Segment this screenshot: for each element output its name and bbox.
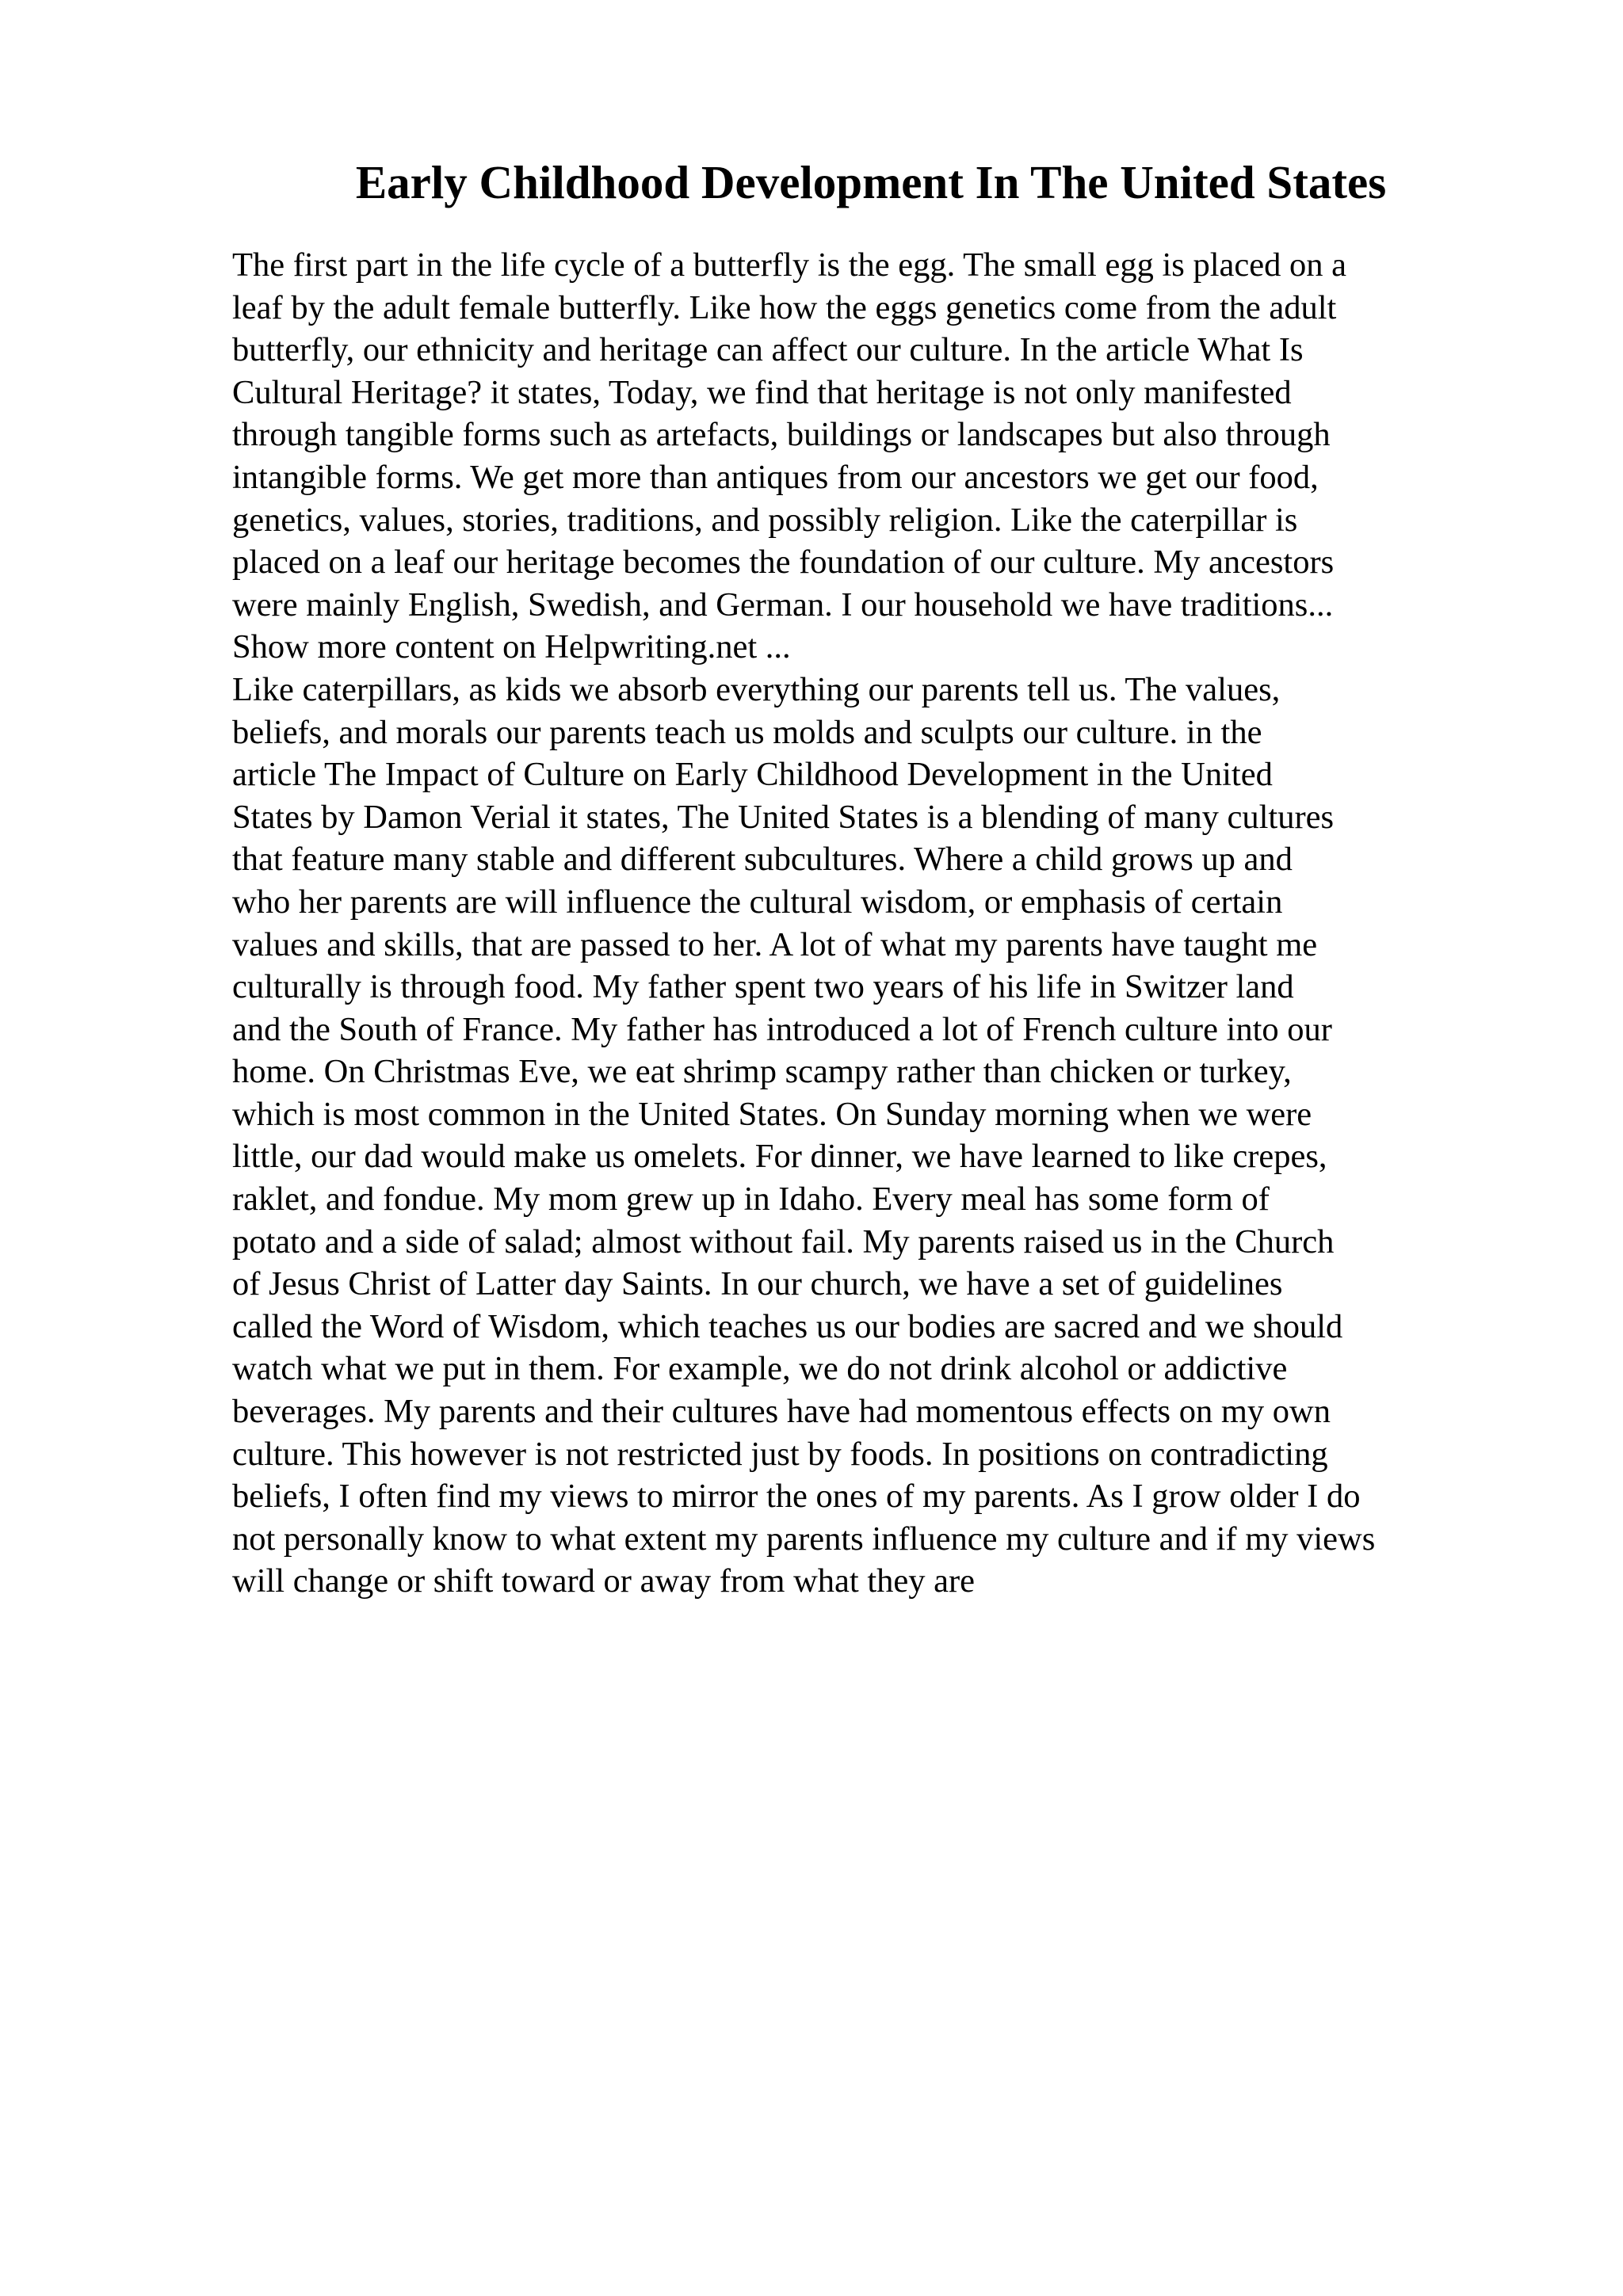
body-line: little, our dad would make us omelets. For dinner, we have learned to like crepes, [232,1138,1327,1176]
body-line: beverages. My parents and their cultures have had momentous effects on my own [232,1393,1331,1431]
body-line: watch what we put in them. For example, we do not drink alcohol or addictive [232,1350,1288,1388]
body-line: that feature many stable and different subcultures. Where a child grows up and [232,841,1293,879]
body-line: called the Word of Wisdom, which teaches us our bodies are sacred and we should [232,1307,1343,1345]
body-line: intangible forms. We get more than antiques from our ancestors we get our food, [232,458,1319,496]
body-line: who her parents are will influence the cultural wisdom, or emphasis of certain [232,883,1283,921]
body-line: beliefs, I often find my views to mirror the ones of my parents. As I grow older I do [232,1478,1361,1516]
body-line: were mainly English, Swedish, and German. I our household we have traditions... [232,585,1334,624]
body-line: culture. This however is not restricted just by foods. In positions on contradicting [232,1435,1328,1473]
body-line: States by Damon Verial it states, The United States is a blending of many cultures [232,798,1335,836]
body-line: Cultural Heritage? it states, Today, we find that heritage is not only manifested [232,373,1292,411]
body-line: through tangible forms such as artefacts, buildings or landscapes but also through [232,416,1331,454]
body-line: The first part in the life cycle of a butterfly is the egg. The small egg is placed on a [232,246,1346,284]
body-line: Like caterpillars, as kids we absorb everything our parents tell us. The values, [232,670,1281,708]
body-line: which is most common in the United States. On Sunday morning when we were [232,1095,1312,1133]
body-line: butterfly, our ethnicity and heritage can affect our culture. In the article What Is [232,331,1304,369]
body-line: culturally is through food. My father spent two years of his life in Switzer land [232,968,1294,1006]
body-line: potato and a side of salad; almost without fail. My parents raised us in the Church [232,1222,1335,1261]
body-line: article The Impact of Culture on Early Childhood Development in the United [232,756,1273,794]
body-line: values and skills, that are passed to her. A lot of what my parents have taught me [232,925,1318,963]
document-body [232,244,1500,1603]
body-line: and the South of France. My father has introduced a lot of French culture into our [232,1010,1332,1048]
body-line: will change or shift toward or away from what they are [232,1562,976,1600]
show-more-link[interactable]: Show more content on Helpwriting.net ... [232,628,791,666]
body-line: of Jesus Christ of Latter day Saints. In our church, we have a set of guidelines [232,1265,1283,1303]
body-line: raklet, and fondue. My mom grew up in Idaho. Every meal has some form of [232,1180,1270,1219]
body-line: placed on a leaf our heritage becomes the foundation of our culture. My ancestors [232,543,1335,582]
body-line: beliefs, and morals our parents teach us molds and sculpts our culture. in the [232,713,1262,751]
document-title: Early Childhood Development In The United States [355,156,1387,208]
body-line: genetics, values, stories, traditions, and possibly religion. Like the caterpillar is [232,501,1298,539]
body-line: not personally know to what extent my parents influence my culture and if my views [232,1520,1376,1558]
body-line: home. On Christmas Eve, we eat shrimp scampy rather than chicken or turkey, [232,1053,1292,1091]
body-line: leaf by the adult female butterfly. Like how the eggs genetics come from the adult [232,288,1337,326]
